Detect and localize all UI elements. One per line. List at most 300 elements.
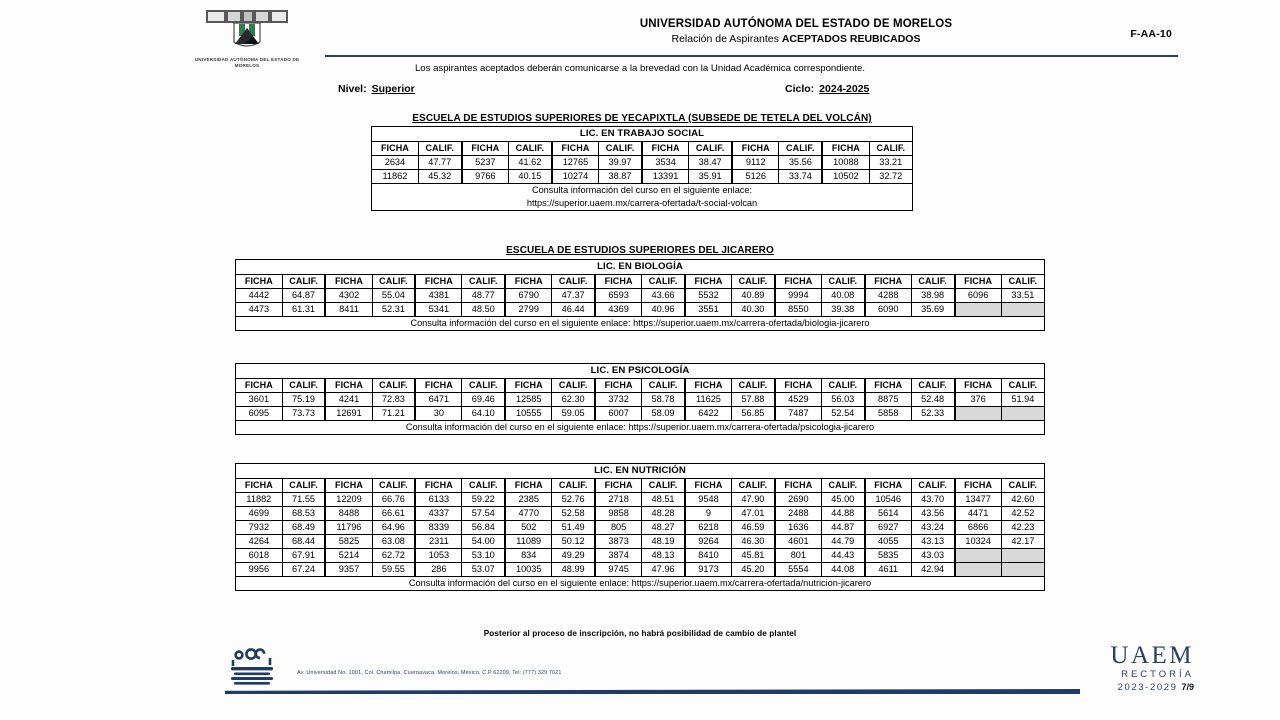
calif-cell: 52.31 bbox=[372, 303, 415, 317]
calif-cell: 46.59 bbox=[732, 521, 775, 535]
results-table-trabajo-social bbox=[371, 126, 913, 211]
school-heading-jicarero-wrap bbox=[235, 245, 1045, 258]
document-subtitle-emphasis: ACEPTADOS REUBICADOS bbox=[781, 33, 921, 45]
column-header-ficha: FICHA bbox=[955, 379, 1002, 393]
ficha-cell: 8875 bbox=[865, 393, 912, 407]
column-header-ficha: FICHA bbox=[505, 479, 552, 493]
ficha-cell: 6866 bbox=[955, 521, 1002, 535]
calif-cell: 48.27 bbox=[642, 521, 685, 535]
ciclo-field bbox=[785, 83, 869, 95]
ficha-cell: 9766 bbox=[462, 170, 509, 184]
ficha-cell: 5825 bbox=[325, 535, 372, 549]
footer-bar bbox=[225, 689, 1080, 694]
ficha-cell: 2718 bbox=[595, 493, 642, 507]
table-row bbox=[236, 521, 1045, 535]
ficha-cell: 3732 bbox=[595, 393, 642, 407]
ficha-cell: 12765 bbox=[552, 156, 599, 170]
ficha-cell: 9173 bbox=[685, 563, 732, 577]
column-header-ficha: FICHA bbox=[865, 479, 912, 493]
calif-cell: 69.46 bbox=[462, 393, 505, 407]
ficha-cell: 2634 bbox=[372, 156, 419, 170]
uaem-glyph-icon bbox=[225, 647, 287, 687]
ficha-cell: 13391 bbox=[642, 170, 689, 184]
calif-cell: 33.21 bbox=[869, 156, 912, 170]
column-header-ficha: FICHA bbox=[462, 142, 509, 156]
calif-cell: 68.44 bbox=[282, 535, 325, 549]
calif-cell: 45.20 bbox=[732, 563, 775, 577]
ficha-cell: 3551 bbox=[685, 303, 732, 317]
calif-cell: 49.29 bbox=[552, 549, 595, 563]
column-header-ficha: FICHA bbox=[732, 142, 779, 156]
calif-cell: 42.23 bbox=[1001, 521, 1044, 535]
calif-cell: 53.07 bbox=[462, 563, 505, 577]
ficha-cell: 6133 bbox=[415, 493, 462, 507]
ficha-cell: 2385 bbox=[505, 493, 552, 507]
ficha-cell: 4302 bbox=[325, 289, 372, 303]
column-header-ficha: FICHA bbox=[775, 479, 822, 493]
column-header-ficha: FICHA bbox=[236, 479, 283, 493]
ficha-cell: 2799 bbox=[505, 303, 552, 317]
table-title: LIC. EN PSICOLOGÍA bbox=[236, 364, 1045, 379]
ficha-cell: 10324 bbox=[955, 535, 1002, 549]
calif-cell: 48.13 bbox=[642, 549, 685, 563]
column-header-ficha: FICHA bbox=[685, 275, 732, 289]
table-link-row bbox=[236, 317, 1045, 331]
footer-note: Posterior al proceso de inscripción, no habrá posibilidad de cambio de plantel bbox=[483, 629, 797, 638]
ficha-cell: 13477 bbox=[955, 493, 1002, 507]
calif-cell: 47.37 bbox=[552, 289, 595, 303]
calif-cell: 52.54 bbox=[821, 407, 864, 421]
calif-cell: 35.56 bbox=[779, 156, 822, 170]
calif-cell: 40.30 bbox=[732, 303, 775, 317]
footer-brand-years-row bbox=[1110, 681, 1194, 694]
ficha-cell: 11882 bbox=[236, 493, 283, 507]
column-header-calif: CALIF. bbox=[642, 479, 685, 493]
table-container-trabajo-social bbox=[371, 126, 913, 211]
course-link-text[interactable] bbox=[372, 184, 913, 211]
column-header-ficha: FICHA bbox=[775, 379, 822, 393]
calif-cell: 64.10 bbox=[462, 407, 505, 421]
course-link-line1: Consulta información del curso en el siguiente enlace: https://superior.uaem.mx/carrera-ofertada/biologia-jicarero bbox=[410, 318, 870, 328]
ficha-cell: 4288 bbox=[865, 289, 912, 303]
calif-cell: 35.69 bbox=[911, 303, 954, 317]
ficha-cell: 6018 bbox=[236, 549, 283, 563]
form-code: F-AA-10 bbox=[1130, 28, 1172, 40]
calif-cell: 35.91 bbox=[689, 170, 732, 184]
column-header-calif: CALIF. bbox=[821, 479, 864, 493]
calif-cell: 54.00 bbox=[462, 535, 505, 549]
course-link-text[interactable] bbox=[236, 421, 1045, 435]
ficha-cell: 4473 bbox=[236, 303, 283, 317]
calif-cell: 45.32 bbox=[418, 170, 461, 184]
applicant-notice: Los aspirantes aceptados deberán comunicarse a la brevedad con la Unidad Académica correspondiente. bbox=[414, 63, 866, 74]
table-link-row bbox=[236, 421, 1045, 435]
course-link-line1: Consulta información del curso en el siguiente enlace: https://superior.uaem.mx/carrera-ofertada/psicologia-jicarero bbox=[405, 422, 875, 432]
calif-cell: 68.49 bbox=[282, 521, 325, 535]
ciclo-value: 2024-2025 bbox=[819, 83, 870, 95]
ficha-cell: 801 bbox=[775, 549, 822, 563]
ficha-cell: 9956 bbox=[236, 563, 283, 577]
table-link-row bbox=[372, 184, 913, 211]
ficha-cell: 9745 bbox=[595, 563, 642, 577]
ficha-cell: 5614 bbox=[865, 507, 912, 521]
ficha-cell: 834 bbox=[505, 549, 552, 563]
table-row bbox=[236, 563, 1045, 577]
ficha-cell: 9357 bbox=[325, 563, 372, 577]
calif-cell: 52.33 bbox=[911, 407, 954, 421]
calif-cell: 44.08 bbox=[821, 563, 864, 577]
column-header-ficha: FICHA bbox=[415, 379, 462, 393]
column-header-calif: CALIF. bbox=[732, 479, 775, 493]
calif-cell: 58.78 bbox=[642, 393, 685, 407]
ficha-cell: 4055 bbox=[865, 535, 912, 549]
ficha-cell: 6090 bbox=[865, 303, 912, 317]
calif-cell: 56.85 bbox=[732, 407, 775, 421]
ficha-cell: 3874 bbox=[595, 549, 642, 563]
ficha-cell: 5341 bbox=[415, 303, 462, 317]
column-header-calif: CALIF. bbox=[372, 275, 415, 289]
ficha-cell: 805 bbox=[595, 521, 642, 535]
calif-cell: 59.22 bbox=[462, 493, 505, 507]
ficha-cell: 8411 bbox=[325, 303, 372, 317]
column-header-calif: CALIF. bbox=[282, 379, 325, 393]
column-header-calif: CALIF. bbox=[418, 142, 461, 156]
ficha-cell: 502 bbox=[505, 521, 552, 535]
column-header-ficha: FICHA bbox=[865, 275, 912, 289]
course-link-text[interactable] bbox=[236, 577, 1045, 591]
calif-cell: 42.17 bbox=[1001, 535, 1044, 549]
calif-cell: 47.96 bbox=[642, 563, 685, 577]
calif-cell: 55.04 bbox=[372, 289, 415, 303]
column-header-ficha: FICHA bbox=[822, 142, 869, 156]
column-header-calif: CALIF. bbox=[911, 479, 954, 493]
column-header-calif: CALIF. bbox=[642, 379, 685, 393]
calif-cell: 40.96 bbox=[642, 303, 685, 317]
column-header-ficha: FICHA bbox=[415, 275, 462, 289]
calif-cell: 59.55 bbox=[372, 563, 415, 577]
calif-cell: 44.88 bbox=[821, 507, 864, 521]
ficha-cell: 8339 bbox=[415, 521, 462, 535]
ficha-cell: 30 bbox=[415, 407, 462, 421]
column-header-calif: CALIF. bbox=[779, 142, 822, 156]
ficha-cell: 6218 bbox=[685, 521, 732, 535]
university-seal-icon bbox=[204, 8, 290, 56]
calif-cell: 45.00 bbox=[821, 493, 864, 507]
ficha-cell: 4264 bbox=[236, 535, 283, 549]
table-row bbox=[236, 549, 1045, 563]
calif-cell: 64.96 bbox=[372, 521, 415, 535]
results-table-biologia bbox=[235, 259, 1045, 331]
school-heading-jicarero: ESCUELA DE ESTUDIOS SUPERIORES DEL JICARERO bbox=[506, 245, 774, 256]
calif-cell: 66.76 bbox=[372, 493, 415, 507]
calif-cell: 43.24 bbox=[911, 521, 954, 535]
ciclo-label: Ciclo: bbox=[785, 83, 815, 95]
ficha-cell: 3534 bbox=[642, 156, 689, 170]
ficha-cell: 5835 bbox=[865, 549, 912, 563]
ficha-cell: 1053 bbox=[415, 549, 462, 563]
calif-cell: 46.30 bbox=[732, 535, 775, 549]
column-header-calif: CALIF. bbox=[642, 275, 685, 289]
ficha-cell: 6790 bbox=[505, 289, 552, 303]
university-seal bbox=[192, 8, 302, 69]
column-header-calif: CALIF. bbox=[282, 275, 325, 289]
calif-cell: 50.12 bbox=[552, 535, 595, 549]
calif-cell: 51.49 bbox=[552, 521, 595, 535]
table-row bbox=[236, 303, 1045, 317]
calif-cell: 33.51 bbox=[1001, 289, 1044, 303]
column-header-calif: CALIF. bbox=[462, 275, 505, 289]
calif-cell: 73.73 bbox=[282, 407, 325, 421]
ficha-cell: 9548 bbox=[685, 493, 732, 507]
ficha-cell: 4337 bbox=[415, 507, 462, 521]
calif-cell: 62.30 bbox=[552, 393, 595, 407]
calif-cell: 42.60 bbox=[1001, 493, 1044, 507]
column-header-ficha: FICHA bbox=[236, 275, 283, 289]
column-header-ficha: FICHA bbox=[325, 479, 372, 493]
calif-cell: 40.15 bbox=[509, 170, 552, 184]
calif-cell: 52.58 bbox=[552, 507, 595, 521]
column-header-calif: CALIF. bbox=[689, 142, 732, 156]
ficha-cell: 11625 bbox=[685, 393, 732, 407]
column-header-ficha: FICHA bbox=[552, 142, 599, 156]
ficha-cell: 5214 bbox=[325, 549, 372, 563]
table-container-psicologia bbox=[235, 363, 1045, 435]
ficha-cell: 10502 bbox=[822, 170, 869, 184]
column-header-ficha: FICHA bbox=[415, 479, 462, 493]
ficha-cell: 4369 bbox=[595, 303, 642, 317]
calif-cell: 68.53 bbox=[282, 507, 325, 521]
calif-cell: 71.21 bbox=[372, 407, 415, 421]
ficha-cell: 5554 bbox=[775, 563, 822, 577]
calif-cell: 75.19 bbox=[282, 393, 325, 407]
column-header-calif: CALIF. bbox=[732, 275, 775, 289]
course-link-text[interactable] bbox=[236, 317, 1045, 331]
table-row bbox=[236, 507, 1045, 521]
table-title-row bbox=[236, 364, 1045, 379]
calif-cell: 43.13 bbox=[911, 535, 954, 549]
ficha-cell: 6927 bbox=[865, 521, 912, 535]
calif-cell: 43.70 bbox=[911, 493, 954, 507]
ficha-cell: 6096 bbox=[955, 289, 1002, 303]
ficha-cell: 11796 bbox=[325, 521, 372, 535]
calif-cell: 51.94 bbox=[1001, 393, 1044, 407]
school-heading-volcan: ESCUELA DE ESTUDIOS SUPERIORES DE YECAPIXTLA (SUBSEDE DE TETELA DEL VOLCÁN) bbox=[412, 113, 872, 124]
empty-cell bbox=[1001, 407, 1044, 421]
table-row bbox=[372, 170, 913, 184]
column-header-ficha: FICHA bbox=[595, 275, 642, 289]
calif-cell: 52.76 bbox=[552, 493, 595, 507]
ficha-cell: 10035 bbox=[505, 563, 552, 577]
ficha-cell: 12691 bbox=[325, 407, 372, 421]
calif-cell: 47.01 bbox=[732, 507, 775, 521]
column-header-calif: CALIF. bbox=[1001, 275, 1044, 289]
calif-cell: 44.79 bbox=[821, 535, 864, 549]
ficha-cell: 3601 bbox=[236, 393, 283, 407]
table-row bbox=[372, 156, 913, 170]
column-header-ficha: FICHA bbox=[325, 379, 372, 393]
document-header bbox=[0, 8, 1280, 69]
calif-cell: 61.31 bbox=[282, 303, 325, 317]
calif-cell: 48.50 bbox=[462, 303, 505, 317]
calif-cell: 43.56 bbox=[911, 507, 954, 521]
table-row bbox=[236, 535, 1045, 549]
footer-address: Av. Universidad No. 1001, Col. Chamilpa, Cuernavaca, Morelos, México. C.P 62209, Tel: (777) 329 7021 bbox=[297, 670, 562, 676]
calif-cell: 47.90 bbox=[732, 493, 775, 507]
column-header-ficha: FICHA bbox=[955, 275, 1002, 289]
calif-cell: 52.48 bbox=[911, 393, 954, 407]
ficha-cell: 9112 bbox=[732, 156, 779, 170]
ficha-cell: 4699 bbox=[236, 507, 283, 521]
table-title: LIC. EN BIOLOGÍA bbox=[236, 260, 1045, 275]
page-number: 7/9 bbox=[1181, 682, 1194, 692]
column-header-calif: CALIF. bbox=[372, 379, 415, 393]
calif-cell: 44.87 bbox=[821, 521, 864, 535]
column-header-calif: CALIF. bbox=[1001, 379, 1044, 393]
course-link-line2[interactable]: https://superior.uaem.mx/carrera-ofertada/t-social-volcan bbox=[526, 198, 758, 208]
column-header-calif: CALIF. bbox=[732, 379, 775, 393]
calif-cell: 32.72 bbox=[869, 170, 912, 184]
ficha-cell: 11089 bbox=[505, 535, 552, 549]
calif-cell: 66.61 bbox=[372, 507, 415, 521]
column-header-ficha: FICHA bbox=[325, 275, 372, 289]
empty-cell bbox=[955, 407, 1002, 421]
calif-cell: 33.74 bbox=[779, 170, 822, 184]
calif-cell: 48.19 bbox=[642, 535, 685, 549]
column-header-ficha: FICHA bbox=[775, 275, 822, 289]
ficha-cell: 4770 bbox=[505, 507, 552, 521]
ficha-cell: 1636 bbox=[775, 521, 822, 535]
column-header-calif: CALIF. bbox=[552, 275, 595, 289]
footer-brand-sub: RECTORÍA bbox=[1121, 669, 1194, 680]
column-header-calif: CALIF. bbox=[911, 275, 954, 289]
calif-cell: 38.87 bbox=[599, 170, 642, 184]
ficha-cell: 8410 bbox=[685, 549, 732, 563]
ficha-cell: 10555 bbox=[505, 407, 552, 421]
ficha-cell: 6095 bbox=[236, 407, 283, 421]
ficha-cell: 4529 bbox=[775, 393, 822, 407]
column-header-calif: CALIF. bbox=[372, 479, 415, 493]
empty-cell bbox=[955, 303, 1002, 317]
table-link-row bbox=[236, 577, 1045, 591]
table-title: LIC. EN NUTRICIÓN bbox=[236, 464, 1045, 479]
empty-cell bbox=[955, 549, 1002, 563]
ficha-cell: 9858 bbox=[595, 507, 642, 521]
column-header-calif: CALIF. bbox=[821, 379, 864, 393]
calif-cell: 56.84 bbox=[462, 521, 505, 535]
column-header-calif: CALIF. bbox=[552, 479, 595, 493]
calif-cell: 44.43 bbox=[821, 549, 864, 563]
ficha-cell: 2690 bbox=[775, 493, 822, 507]
ficha-cell: 4471 bbox=[955, 507, 1002, 521]
ficha-cell: 6422 bbox=[685, 407, 732, 421]
column-header-ficha: FICHA bbox=[595, 379, 642, 393]
calif-cell: 48.51 bbox=[642, 493, 685, 507]
calif-cell: 63.08 bbox=[372, 535, 415, 549]
table-row bbox=[236, 407, 1045, 421]
results-table-psicologia bbox=[235, 363, 1045, 435]
empty-cell bbox=[1001, 303, 1044, 317]
ficha-cell: 5532 bbox=[685, 289, 732, 303]
column-header-ficha: FICHA bbox=[955, 479, 1002, 493]
table-row bbox=[236, 289, 1045, 303]
ficha-cell: 6007 bbox=[595, 407, 642, 421]
ficha-cell: 376 bbox=[955, 393, 1002, 407]
ficha-cell: 9 bbox=[685, 507, 732, 521]
table-row bbox=[236, 493, 1045, 507]
ficha-cell: 7487 bbox=[775, 407, 822, 421]
calif-cell: 43.66 bbox=[642, 289, 685, 303]
ficha-cell: 7932 bbox=[236, 521, 283, 535]
table-container-nutricion bbox=[235, 463, 1045, 591]
column-header-calif: CALIF. bbox=[462, 379, 505, 393]
calif-cell: 38.98 bbox=[911, 289, 954, 303]
document-meta bbox=[0, 83, 1280, 99]
nivel-label: Nivel: bbox=[338, 83, 367, 95]
column-header-calif: CALIF. bbox=[462, 479, 505, 493]
calif-cell: 39.38 bbox=[821, 303, 864, 317]
organization-title: UNIVERSIDAD AUTÓNOMA DEL ESTADO DE MORELOS bbox=[639, 18, 953, 30]
calif-cell: 48.28 bbox=[642, 507, 685, 521]
calif-cell: 45.81 bbox=[732, 549, 775, 563]
ficha-cell: 9994 bbox=[775, 289, 822, 303]
column-header-calif: CALIF. bbox=[1001, 479, 1044, 493]
ficha-cell: 286 bbox=[415, 563, 462, 577]
document-footer bbox=[0, 642, 1280, 707]
ficha-cell: 5858 bbox=[865, 407, 912, 421]
column-header-ficha: FICHA bbox=[505, 275, 552, 289]
ficha-cell: 6471 bbox=[415, 393, 462, 407]
ficha-cell: 4241 bbox=[325, 393, 372, 407]
empty-cell bbox=[1001, 563, 1044, 577]
nivel-value: Superior bbox=[371, 83, 415, 95]
table-title-row bbox=[236, 464, 1045, 479]
calif-cell: 62.72 bbox=[372, 549, 415, 563]
seal-caption: UNIVERSIDAD AUTÓNOMA DEL ESTADO DE MORELOS bbox=[194, 57, 300, 69]
calif-cell: 67.91 bbox=[282, 549, 325, 563]
column-header-calif: CALIF. bbox=[821, 275, 864, 289]
ficha-cell: 10274 bbox=[552, 170, 599, 184]
ficha-cell: 4381 bbox=[415, 289, 462, 303]
ficha-cell: 4601 bbox=[775, 535, 822, 549]
ficha-cell: 4442 bbox=[236, 289, 283, 303]
calif-cell: 42.94 bbox=[911, 563, 954, 577]
calif-cell: 59.05 bbox=[552, 407, 595, 421]
ficha-cell: 12585 bbox=[505, 393, 552, 407]
ficha-cell: 8550 bbox=[775, 303, 822, 317]
calif-cell: 40.89 bbox=[732, 289, 775, 303]
empty-cell bbox=[1001, 549, 1044, 563]
ficha-cell: 5126 bbox=[732, 170, 779, 184]
column-header-ficha: FICHA bbox=[236, 379, 283, 393]
table-title-row bbox=[372, 127, 913, 142]
column-header-ficha: FICHA bbox=[642, 142, 689, 156]
table-row bbox=[236, 393, 1045, 407]
column-header-calif: CALIF. bbox=[869, 142, 912, 156]
ficha-cell: 12209 bbox=[325, 493, 372, 507]
calif-cell: 53.10 bbox=[462, 549, 505, 563]
calif-cell: 41.62 bbox=[509, 156, 552, 170]
table-title-row bbox=[236, 260, 1045, 275]
table-header-row bbox=[236, 479, 1045, 493]
calif-cell: 39.97 bbox=[599, 156, 642, 170]
calif-cell: 47.77 bbox=[418, 156, 461, 170]
column-header-calif: CALIF. bbox=[282, 479, 325, 493]
table-container-biologia bbox=[235, 259, 1045, 331]
calif-cell: 48.99 bbox=[552, 563, 595, 577]
column-header-calif: CALIF. bbox=[552, 379, 595, 393]
ficha-cell: 8488 bbox=[325, 507, 372, 521]
ficha-cell: 10546 bbox=[865, 493, 912, 507]
